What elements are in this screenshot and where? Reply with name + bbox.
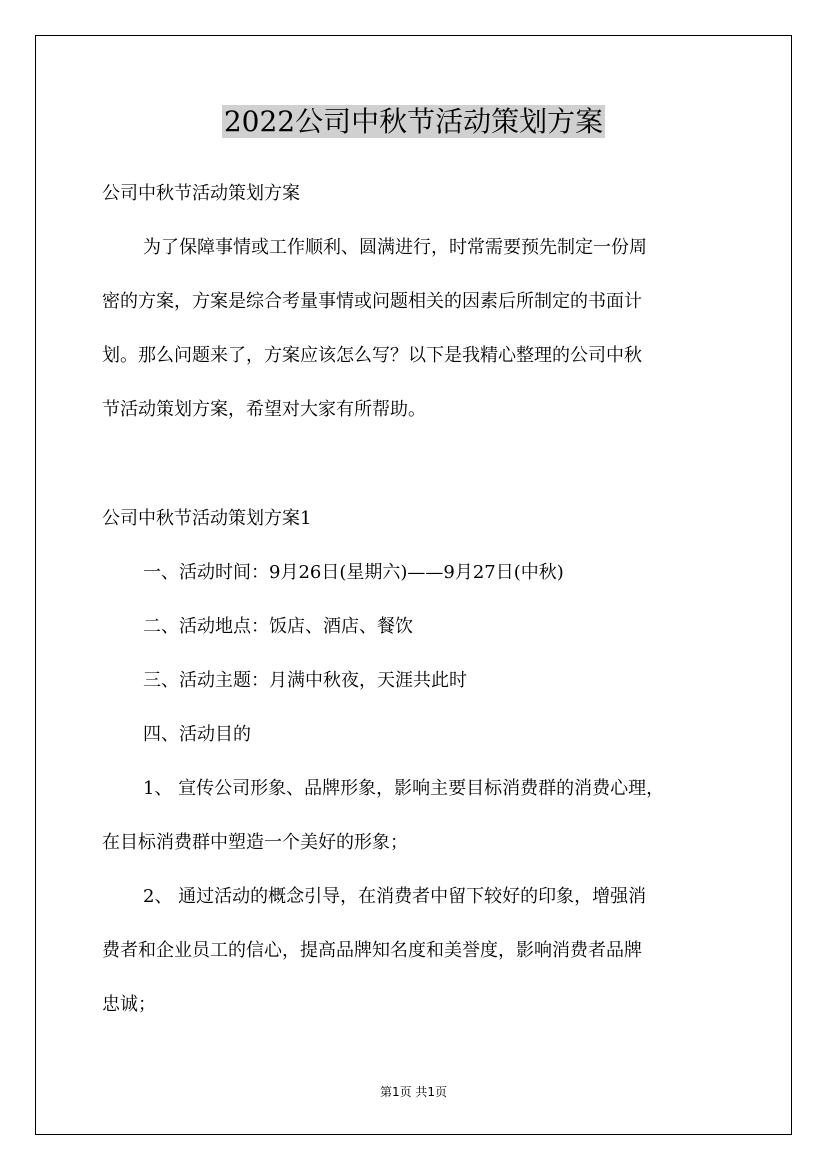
title-text: 2022公司中秋节活动策划方案 (223, 105, 604, 138)
list-item: 二、活动地点：饭店、酒店、餐饮 (143, 616, 413, 637)
paragraph-line: 为了保障事情或工作顺利、圆满进行，时常需要预先制定一份周 (143, 237, 647, 258)
list-item: 一、活动时间：9月26日(星期六)——9月27日(中秋) (143, 562, 564, 583)
list-item: 四、活动目的 (143, 724, 251, 745)
list-item: 2、 通过活动的概念引导，在消费者中留下较好的印象，增强消 (143, 886, 647, 907)
section-heading: 公司中秋节活动策划方案 (102, 183, 300, 204)
list-item: 1、 宣传公司形象、品牌形象，影响主要目标消费群的消费心理， (143, 778, 665, 799)
paragraph-line: 忠诚； (102, 994, 156, 1015)
page-footer: 第1页 共1页 (379, 1085, 448, 1099)
section-heading: 公司中秋节活动策划方案1 (102, 508, 312, 529)
document-title (0, 100, 827, 144)
paragraph-line: 划。那么问题来了，方案应该怎么写？以下是我精心整理的公司中秋 (102, 345, 642, 366)
paragraph-line: 在目标消费群中塑造一个美好的形象； (102, 832, 408, 853)
list-item: 三、活动主题：月满中秋夜，天涯共此时 (143, 670, 467, 691)
paragraph-line: 节活动策划方案，希望对大家有所帮助。 (102, 399, 426, 420)
paragraph-line: 费者和企业员工的信心，提高品牌知名度和美誉度，影响消费者品牌 (102, 940, 642, 961)
paragraph-line: 密的方案，方案是综合考量事情或问题相关的因素后所制定的书面计 (102, 291, 642, 312)
